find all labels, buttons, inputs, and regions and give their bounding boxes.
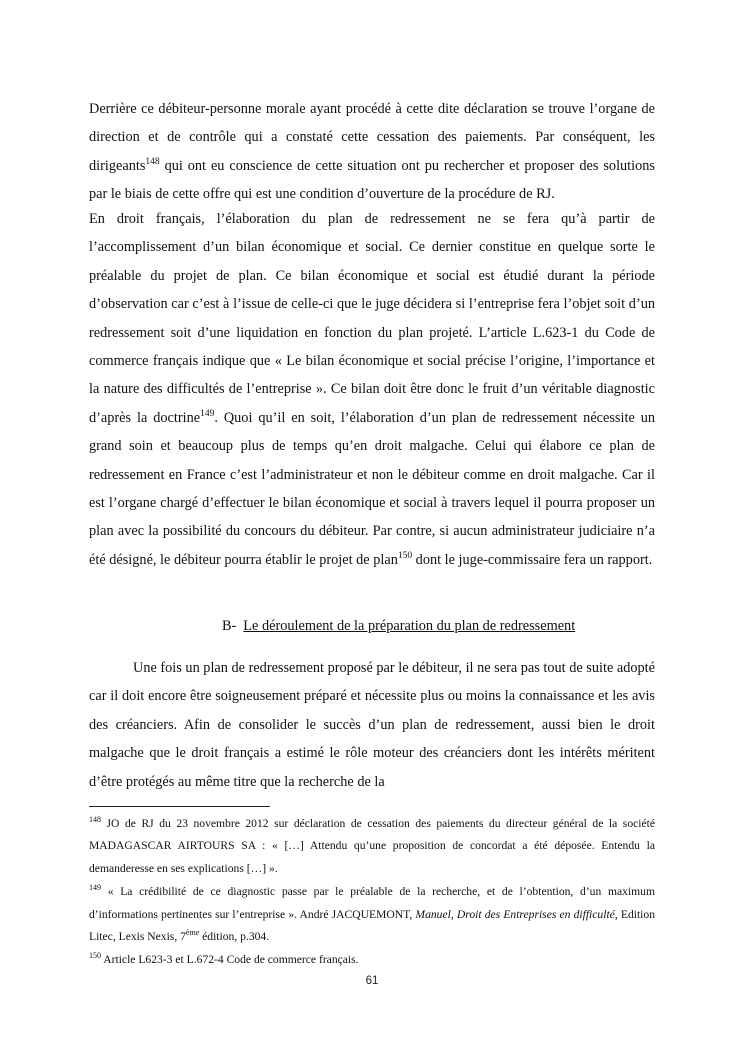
footnote-separator	[89, 806, 270, 807]
footnote-ref-150[interactable]: 150	[397, 550, 413, 561]
footnote-149	[89, 881, 655, 948]
section-heading	[222, 618, 575, 635]
paragraph-2-text-b: . Quoi qu’il en soit, l’élaboration d’un plan de redressement nécessite un grand soin et beaucoup plus de temps qu’en droit malgache. Celui qui élabore ce plan de redressement en France c’est l’administrateur et non le débiteur comme en droit malgache. Car il est l’organe chargé d’effectuer le bilan économique et social à travers lequel il pourra proposer un plan avec la possibilité du concours du débiteur. Par contre, si aucun administrateur judiciaire n’a été désigné, le débiteur pourra établir le projet de plan	[89, 409, 655, 568]
footnote-148-number: 148	[89, 815, 101, 824]
page-number: 61	[365, 975, 379, 987]
footnote-150	[89, 949, 655, 971]
footnote-ref-149[interactable]: 149	[200, 408, 215, 419]
paragraph-1-text-b: qui ont eu conscience de cette situation ont pu rechercher et proposer des solutions par le biais de cette offre qui est une condition d’ouverture de la procédure de RJ.	[89, 157, 655, 203]
footnote-150-number: 150	[89, 951, 101, 961]
section-heading-label: B-	[222, 618, 237, 634]
section-heading-title: Le déroulement de la préparation du plan de redressement	[243, 618, 576, 634]
footnote-149-text-a: « La crédibilité de ce diagnostic passe par le préalable de la recherche, et de l’obtention, d’un maximum d’informations pertinentes sur l’entreprise ». André JACQUEMONT,	[89, 885, 655, 921]
footnote-150-text: Article L623-3 et L.672-4 Code de commerce français.	[101, 953, 359, 967]
footnote-ref-148[interactable]: 148	[145, 156, 160, 167]
paragraph-1-text-a: Derrière ce débiteur-personne morale ayant procédé à cette dite déclaration se trouve l’organe de direction et de contrôle qui a constaté cette cessation des paiements. Par conséquent, les dirigeants	[89, 101, 655, 174]
footnote-149-book-title: Manuel, Droit des Entreprises en difficulté	[415, 907, 615, 921]
paragraph-3-text: Une fois un plan de redressement proposé par le débiteur, il ne sera pas tout de suite adopté car il doit encore être soigneusement préparé et nécessite plus ou moins la connaissance et les avis des créanciers. Afin de consolider le succès d’un plan de redressement, aussi bien le droit malgache que le droit français a estimé le rôle moteur des créanciers dont les intérêts méritent d’être protégés au même titre que la recherche de la	[89, 660, 655, 790]
footnote-149-number: 149	[89, 883, 101, 893]
paragraph-3	[89, 654, 655, 796]
footnotes	[89, 813, 655, 973]
paragraph-2-text-a: En droit français, l’élaboration du plan de redressement ne se fera qu’à partir de l’accomplissement d’un bilan économique et social. Ce dernier constitue en quelque sorte le préalable du projet de plan. Ce bilan économique et social est étudié durant la période d’observation car c’est à l’issue de celle-ci que le juge décidera si l’entreprise fera l’objet soit d’un redressement soit d’une liquidation en fonction du plan projeté. L’article L.623-1 du Code de commerce français indique que « Le bilan économique et social précise l’origine, l’importance et la nature des difficultés de l’entreprise ». Ce bilan doit être donc le fruit d’un véritable diagnostic d’après la doctrine	[89, 211, 655, 426]
footnote-149-text-b: , Edition Litec, Lexis Nexis, 7	[89, 907, 655, 944]
paragraph-2-text-c: dont le juge-commissaire fera un rapport.	[412, 551, 653, 568]
footnote-149-edition-sup: ème	[185, 928, 200, 938]
paragraph-1	[89, 95, 655, 209]
footnote-148-text: JO de RJ du 23 novembre 2012 sur déclaration de cessation des paiements du directeur général de la société MADAGASCAR AIRTOURS SA : « […] Attendu qu’une proposition de concordat a été déposée. Entendu la demanderesse en ses explications […] ».	[89, 817, 655, 875]
paragraph-2	[89, 205, 655, 574]
footnote-149-text-c: édition, p.304.	[199, 930, 270, 944]
footnote-148	[89, 813, 655, 880]
